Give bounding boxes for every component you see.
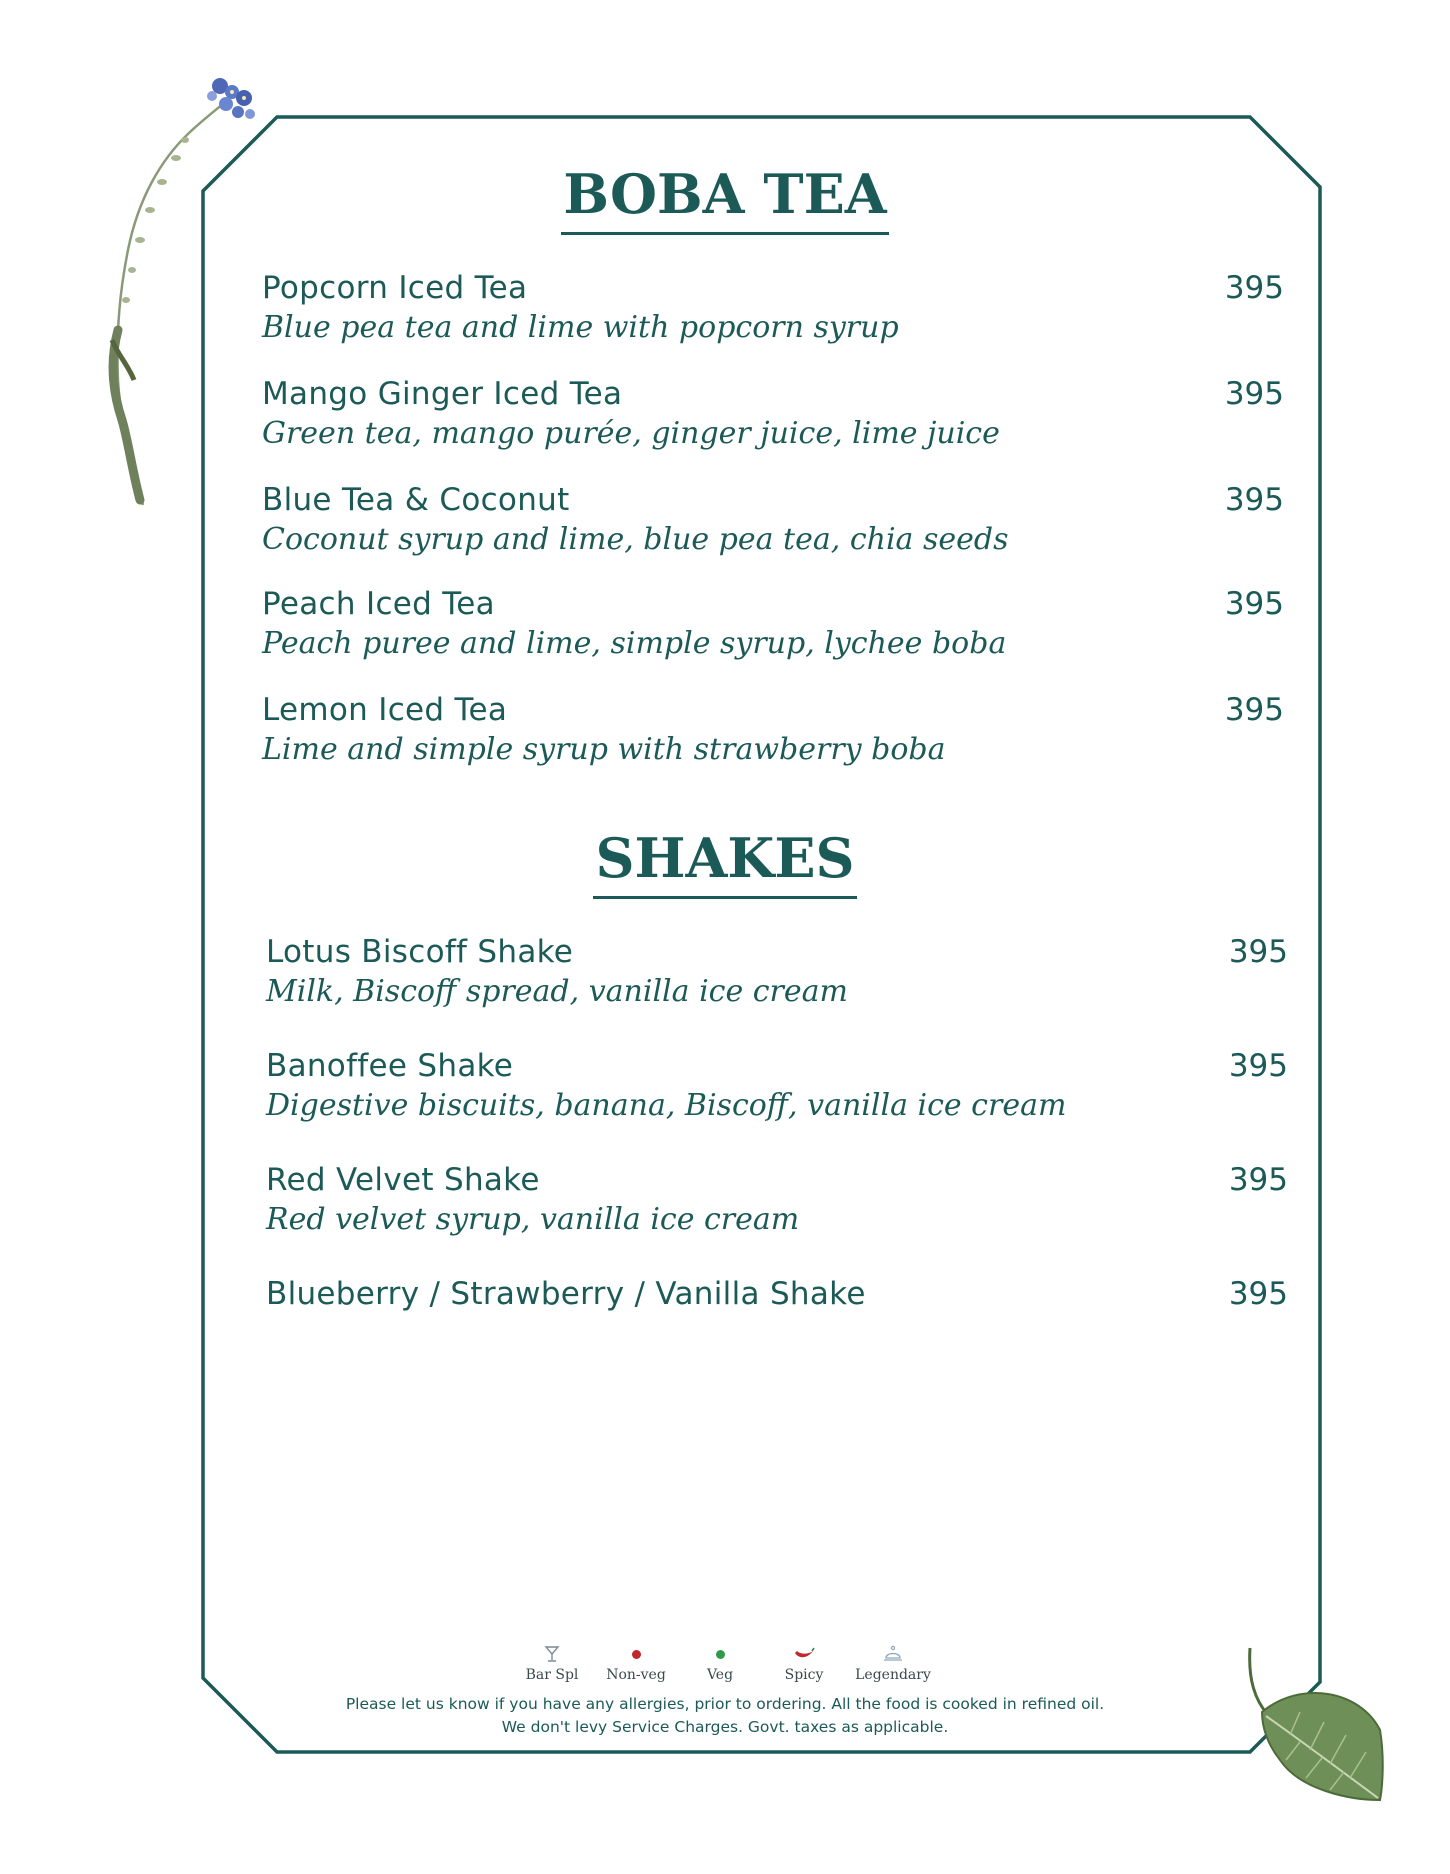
section-title-text: BOBA TEA (561, 162, 888, 235)
item-name: Mango Ginger Iced Tea (262, 376, 623, 412)
menu-item (266, 1274, 1288, 1314)
menu-item (262, 480, 1284, 560)
legend-bar-spl (517, 1643, 587, 1683)
item-name: Lemon Iced Tea (262, 692, 508, 728)
item-description: Digestive biscuits, banana, Biscoff, vanilla ice cream (266, 1088, 1067, 1123)
item-price: 395 (1224, 482, 1284, 518)
item-name: Red Velvet Shake (266, 1162, 540, 1198)
legend-label: Bar Spl (525, 1667, 579, 1683)
item-price: 395 (1224, 692, 1284, 728)
footer-allergy-note (0, 1693, 1450, 1739)
menu-item (262, 584, 1284, 664)
footer-line-2: We don't levy Service Charges. Govt. taxes as applicable. (501, 1718, 949, 1736)
legend-legendary (853, 1643, 933, 1683)
legend-veg (685, 1643, 755, 1683)
legend-label: Spicy (784, 1667, 824, 1683)
chili-icon (793, 1647, 815, 1661)
legend-label: Non-veg (606, 1667, 666, 1683)
flower-sprig-illustration (112, 78, 255, 505)
item-name: Lotus Biscoff Shake (266, 934, 574, 970)
footer-line-1: Please let us know if you have any allergies, prior to ordering. All the food is cooked in refined oil. (345, 1695, 1105, 1713)
cloche-icon (883, 1644, 903, 1664)
item-name: Popcorn Iced Tea (262, 270, 528, 306)
menu-item (262, 690, 1284, 770)
item-description: Coconut syrup and lime, blue pea tea, chia seeds (262, 522, 1009, 557)
item-description: Lime and simple syrup with strawberry boba (262, 732, 946, 767)
section-title-boba-tea (0, 162, 1450, 235)
menu-item (266, 932, 1288, 1012)
item-price: 395 (1228, 934, 1288, 970)
menu-item (266, 1160, 1288, 1240)
item-price: 395 (1228, 1048, 1288, 1084)
menu-item (266, 1046, 1288, 1126)
item-description: Blue pea tea and lime with popcorn syrup (262, 310, 899, 345)
item-description: Red velvet syrup, vanilla ice cream (266, 1202, 800, 1237)
item-name: Peach Iced Tea (262, 586, 495, 622)
red-dot-icon (632, 1650, 641, 1659)
legend-non-veg (601, 1643, 671, 1683)
legend-label: Legendary (855, 1667, 931, 1683)
item-price: 395 (1224, 270, 1284, 306)
item-name: Blue Tea & Coconut (262, 482, 570, 518)
legend-label: Veg (706, 1667, 734, 1683)
dietary-legend (0, 1643, 1450, 1683)
item-name: Blueberry / Strawberry / Vanilla Shake (266, 1276, 866, 1312)
item-description: Milk, Biscoff spread, vanilla ice cream (266, 974, 848, 1009)
item-price: 395 (1228, 1276, 1288, 1312)
item-description: Green tea, mango purée, ginger juice, lime juice (262, 416, 1000, 451)
item-price: 395 (1224, 586, 1284, 622)
section-title-text: SHAKES (593, 826, 856, 899)
section-title-shakes (0, 826, 1450, 899)
menu-item (262, 268, 1284, 348)
item-name: Banoffee Shake (266, 1048, 514, 1084)
green-dot-icon (716, 1650, 725, 1659)
item-price: 395 (1224, 376, 1284, 412)
item-description: Peach puree and lime, simple syrup, lychee boba (262, 626, 1007, 661)
legend-spicy (769, 1643, 839, 1683)
menu-item (262, 374, 1284, 454)
cocktail-glass-icon (544, 1645, 560, 1663)
item-price: 395 (1228, 1162, 1288, 1198)
